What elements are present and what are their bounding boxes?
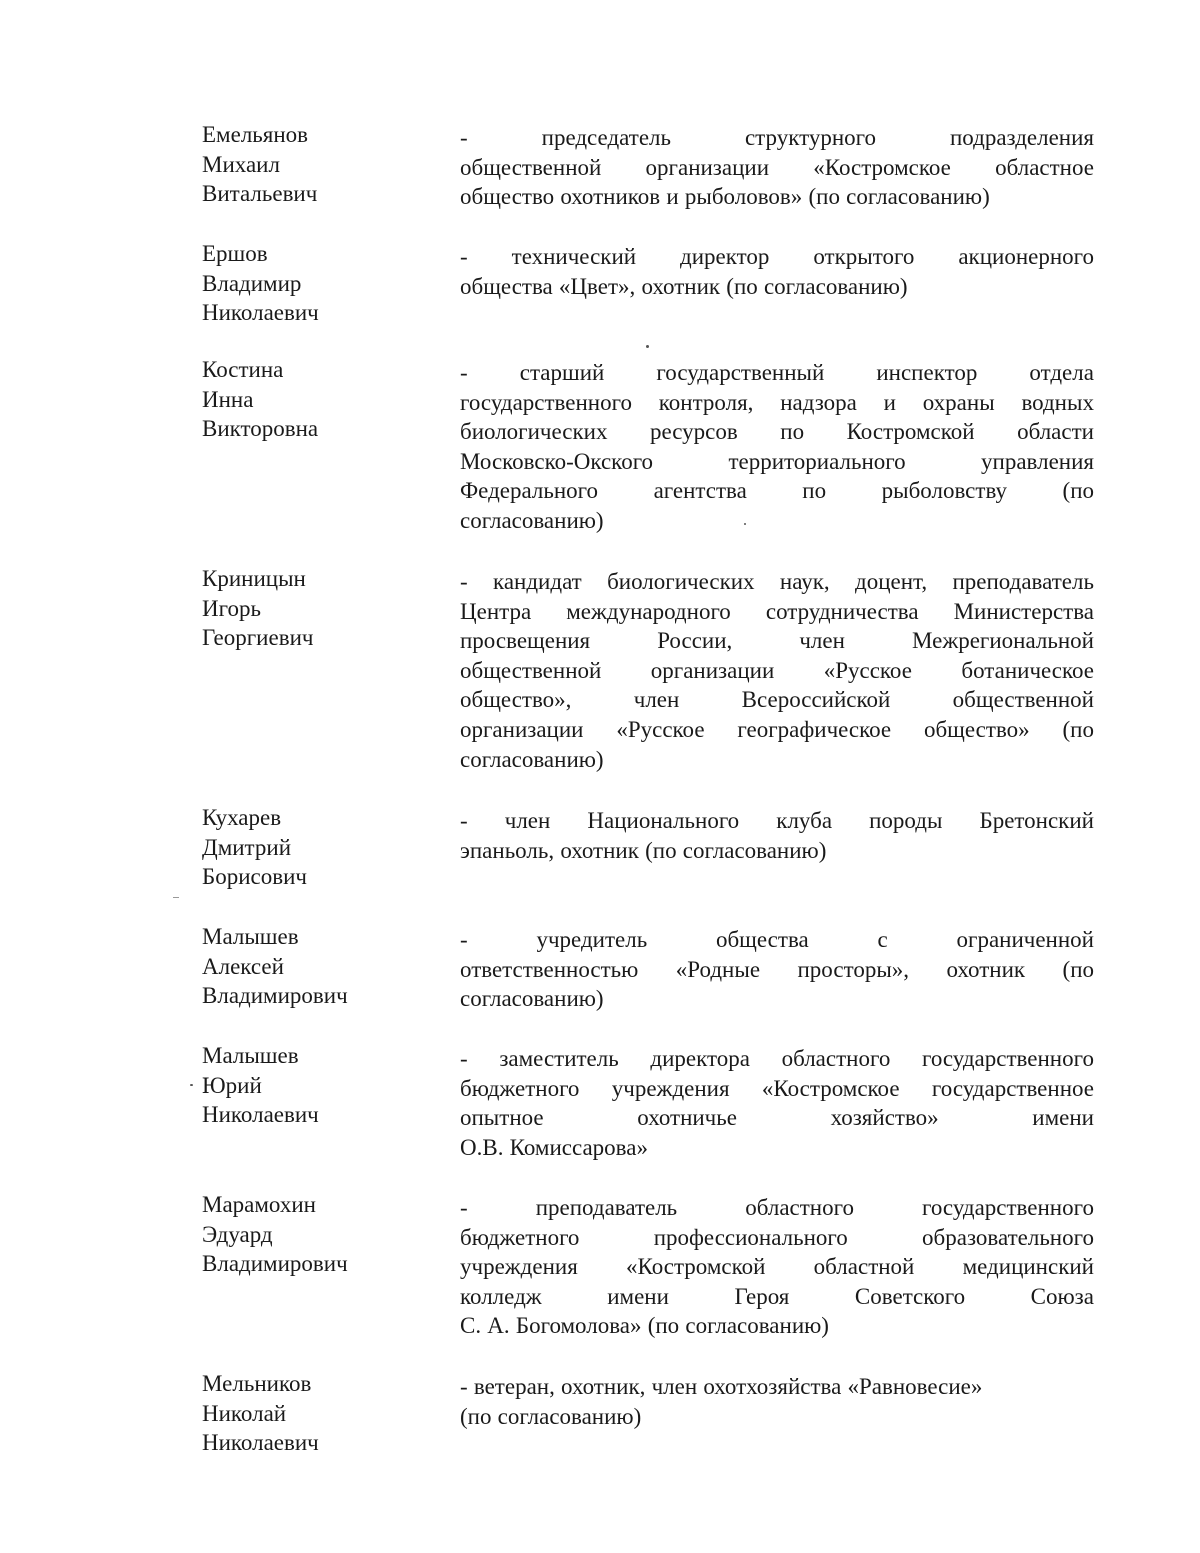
description-line: - председатель структурного подразделения: [460, 125, 1094, 150]
description-line: государственного контроля, надзора и охраны водных: [460, 389, 1094, 415]
member-first-name: Инна: [202, 386, 254, 412]
member-name: [202, 1369, 432, 1458]
description-line: О.В. Комиссарова»: [460, 1134, 648, 1160]
member-first-name: Эдуард: [202, 1221, 273, 1247]
description-line: - учредитель общества с ограниченной: [460, 927, 1094, 952]
member-description: [460, 242, 1094, 301]
member-first-name: Владимир: [202, 270, 302, 296]
member-name: [202, 239, 432, 328]
member-description: [460, 123, 1094, 212]
member-description: [460, 925, 1094, 1014]
scan-speck: [646, 345, 649, 348]
member-name: [202, 1190, 432, 1279]
member-surname: Емельянов: [202, 122, 309, 147]
member-patronymic: Николаевич: [202, 300, 319, 326]
description-line: - старший государственный инспектор отдела: [460, 360, 1094, 385]
description-line: - технический директор открытого акционерного: [460, 244, 1094, 269]
scan-speck: [190, 1084, 193, 1086]
description-line: С. А. Богомолова» (по согласованию): [460, 1313, 829, 1339]
description-line: общества «Цвет», охотник (по согласованию): [460, 273, 908, 299]
member-patronymic: Витальевич: [202, 181, 318, 207]
member-description: [460, 358, 1094, 536]
description-line: общественной организации «Костромское областное: [460, 154, 1094, 180]
member-first-name: Игорь: [202, 595, 261, 621]
member-name: [202, 1041, 432, 1130]
member-patronymic: Георгиевич: [202, 625, 314, 651]
member-name: [202, 120, 432, 209]
description-line: ответственностью «Родные просторы», охотник (по: [460, 956, 1094, 982]
description-line: биологических ресурсов по Костромской области: [460, 419, 1094, 445]
description-line: общество», член Всероссийской общественной: [460, 687, 1094, 713]
description-line: бюджетного учреждения «Костромское государственное: [460, 1075, 1094, 1101]
member-surname: Кухарев: [202, 805, 282, 830]
description-line: бюджетного профессионального образовательного: [460, 1224, 1094, 1250]
description-line: общественной организации «Русское ботаническое: [460, 657, 1094, 683]
member-first-name: Дмитрий: [202, 834, 292, 860]
description-line: - кандидат биологических наук, доцент, преподаватель: [460, 569, 1094, 594]
description-line: - член Национального клуба породы Бретонский: [460, 808, 1094, 833]
member-patronymic: Викторовна: [202, 416, 319, 442]
description-line: колледж имени Героя Советского Союза: [460, 1283, 1094, 1309]
description-line: общество охотников и рыболовов» (по согласованию): [460, 184, 990, 210]
member-first-name: Юрий: [202, 1072, 262, 1098]
description-line: - заместитель директора областного государственного: [460, 1046, 1094, 1071]
description-line: организации «Русское географическое общество» (по: [460, 716, 1094, 742]
member-surname: Мельников: [202, 1371, 312, 1396]
member-first-name: Михаил: [202, 151, 280, 177]
description-line: - преподаватель областного государственного: [460, 1195, 1094, 1220]
description-line: - ветеран, охотник, член охотхозяйства «Равновесие»: [460, 1374, 983, 1399]
scan-speck: [744, 523, 746, 525]
description-line: Центра международного сотрудничества Министерства: [460, 598, 1094, 624]
member-patronymic: Николаевич: [202, 1102, 319, 1128]
member-surname: Ершов: [202, 241, 268, 266]
member-name: [202, 922, 432, 1011]
description-line: просвещения России, член Межрегиональной: [460, 628, 1094, 654]
member-patronymic: Николаевич: [202, 1430, 319, 1456]
member-description: [460, 1193, 1094, 1341]
member-description: [460, 567, 1094, 774]
description-line: Федерального агентства по рыболовству (по: [460, 478, 1094, 504]
description-line: Московско-Окского территориального управления: [460, 448, 1094, 474]
member-name: [202, 564, 432, 653]
member-surname: Костина: [202, 357, 284, 382]
member-description: [460, 1372, 1094, 1431]
description-line: согласованию): [460, 507, 604, 533]
member-name: [202, 355, 432, 444]
description-line: (по согласованию): [460, 1403, 642, 1429]
member-description: [460, 806, 1094, 865]
member-surname: Марамохин: [202, 1192, 316, 1217]
member-patronymic: Владимирович: [202, 983, 348, 1009]
member-first-name: Николай: [202, 1400, 287, 1426]
member-surname: Малышев: [202, 924, 299, 949]
description-line: эпаньоль, охотник (по согласованию): [460, 837, 827, 863]
member-first-name: Алексей: [202, 953, 284, 979]
member-name: [202, 803, 432, 892]
member-surname: Криницын: [202, 566, 306, 591]
member-patronymic: Владимирович: [202, 1251, 348, 1277]
member-patronymic: Борисович: [202, 864, 307, 890]
description-line: учреждения «Костромской областной медицинский: [460, 1254, 1094, 1280]
description-line: опытное охотничье хозяйство» имени: [460, 1105, 1094, 1131]
member-surname: Малышев: [202, 1043, 299, 1068]
member-description: [460, 1044, 1094, 1162]
description-line: согласованию): [460, 746, 604, 772]
scan-speck: [173, 897, 179, 898]
description-line: согласованию): [460, 986, 604, 1012]
